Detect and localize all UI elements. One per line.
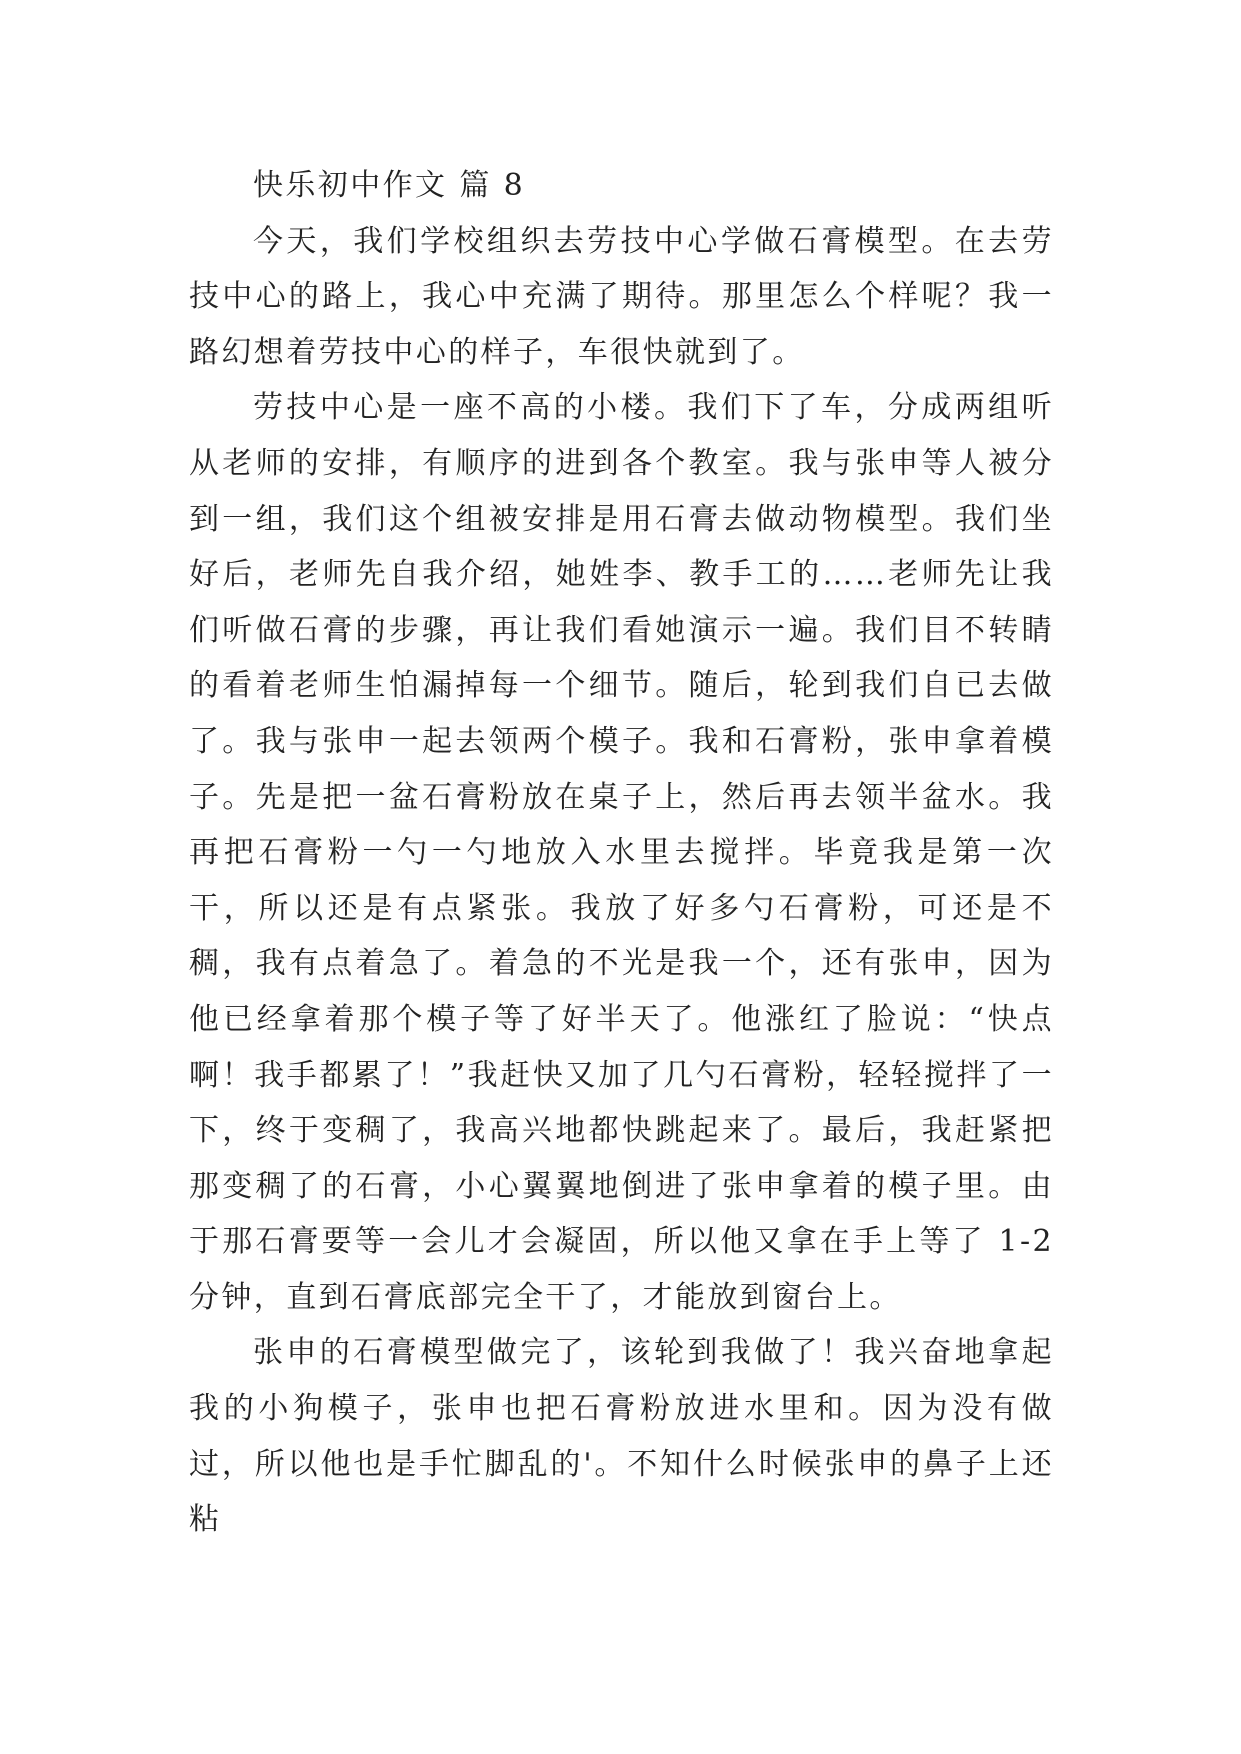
- paragraph-1: 今天，我们学校组织去劳技中心学做石膏模型。在去劳技中心的路上，我心中充满了期待。那里怎么个样呢？我一路幻想着劳技中心的样子，车很快就到了。: [189, 223, 1054, 370]
- essay-title: 快乐初中作文 篇 8: [253, 168, 526, 203]
- essay-body: [189, 158, 1054, 1548]
- paragraph-3: 张申的石膏模型做完了，该轮到我做了！我兴奋地拿起我的小狗模子，张申也把石膏粉放进水里和。因为没有做过，所以他也是手忙脚乱的'。不知什么时候张申的鼻子上还粘: [189, 1335, 1054, 1538]
- paragraph-2: 劳技中心是一座不高的小楼。我们下了车，分成两组听从老师的安排，有顺序的进到各个教室。我与张申等人被分到一组，我们这个组被安排是用石膏去做动物模型。我们坐好后，老师先自我介绍，她姓李、教手工的……老师先让我们听做石膏的步骤，再让我们看她演示一遍。我们目不转睛的看着老师生怕漏掉每一个细节。随后，轮到我们自已去做了。我与张申一起去领两个模子。我和石膏粉，张申拿着模子。先是把一盆石膏粉放在桌子上，然后再去领半盆水。我再把石膏粉一勺一勺地放入水里去搅拌。毕竟我是第一次干，所以还是有点紧张。我放了好多勺石膏粉，可还是不稠，我有点着急了。着急的不光是我一个，还有张申，因为他已经拿着那个模子等了好半天了。他涨红了脸说：“快点啊！我手都累了！”我赶快又加了几勺石膏粉，轻轻搅拌了一下，终于变稠了，我高兴地都快跳起来了。最后，我赶紧把那变稠了的石膏，小心翼翼地倒进了张申拿着的模子里。由于那石膏要等一会儿才会凝固，所以他又拿在手上等了 1-2 分钟，直到石膏底部完全干了，才能放到窗台上。: [189, 390, 1054, 1315]
